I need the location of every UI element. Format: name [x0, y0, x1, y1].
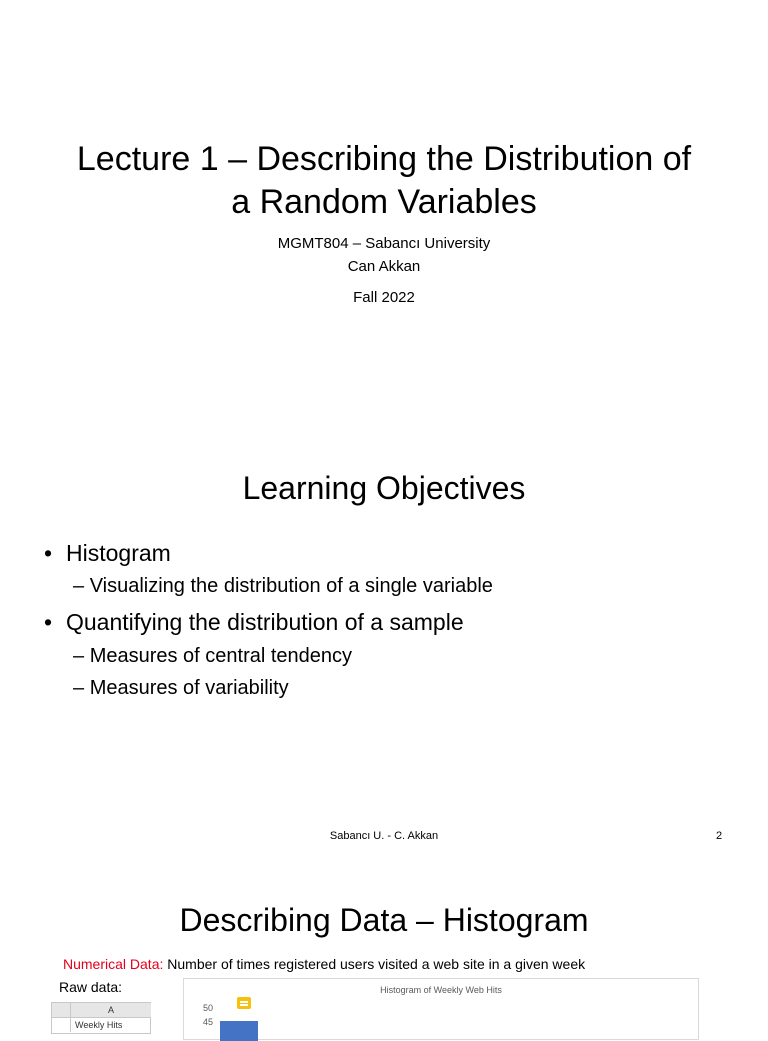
chart-title: Histogram of Weekly Web Hits — [380, 985, 502, 995]
sub-bullet-item — [73, 676, 289, 700]
histogram-slide — [0, 860, 768, 1030]
objectives-slide — [0, 420, 768, 860]
y-tick-label: 50 — [203, 1003, 214, 1013]
bullet-text: Quantifying the distribution of a sample — [66, 609, 464, 635]
slide-footer: Sabancı U. - C. Akkan — [329, 830, 439, 842]
sheet-cell: Weekly Hits — [70, 1018, 155, 1032]
sub-bullet-item — [73, 644, 352, 668]
y-tick-label: 45 — [203, 1017, 214, 1027]
sub-bullet-prefix: – — [73, 575, 85, 597]
lecture-title — [0, 138, 768, 224]
sub-bullet-text: Measures of variability — [89, 677, 289, 699]
sub-bullet-prefix: – — [73, 677, 85, 699]
comment-icon — [237, 997, 251, 1009]
bullet-item — [44, 608, 464, 636]
slide-title: Learning Objectives — [242, 470, 526, 506]
sub-bullet-text: Measures of central tendency — [89, 645, 353, 667]
title-slide — [0, 0, 768, 420]
lecture-title-line-1: Lecture 1 – Describing the Distribution of — [76, 140, 692, 178]
bullet-item — [44, 539, 171, 567]
course-name: MGMT804 – Sabancı University — [277, 235, 491, 252]
bullet-glyph: • — [44, 609, 53, 635]
numerical-data-text: Number of times registered users visited a web site in a given week — [163, 956, 586, 972]
sub-bullet-item — [73, 574, 493, 598]
term: Fall 2022 — [353, 289, 415, 306]
raw-data-label: Raw data: — [59, 979, 123, 995]
bullet-glyph: • — [44, 540, 53, 566]
numerical-data-label: Numerical Data: — [63, 956, 164, 972]
spreadsheet-snippet — [51, 1002, 151, 1034]
sheet-column-header: A — [70, 1003, 151, 1018]
histogram-bar — [220, 1021, 258, 1041]
bullet-text: Histogram — [66, 540, 171, 566]
sub-bullet-text: Visualizing the distribution of a single variable — [89, 575, 493, 597]
histogram-chart — [183, 978, 699, 1040]
author-name: Can Akkan — [347, 258, 421, 275]
lecture-title-line-2: a Random Variables — [231, 183, 537, 221]
slide-title: Describing Data – Histogram — [179, 902, 589, 938]
sub-bullet-prefix: – — [73, 645, 85, 667]
page-number: 2 — [716, 830, 723, 842]
sheet-corner — [52, 1003, 70, 1018]
numerical-data-description — [63, 955, 585, 973]
